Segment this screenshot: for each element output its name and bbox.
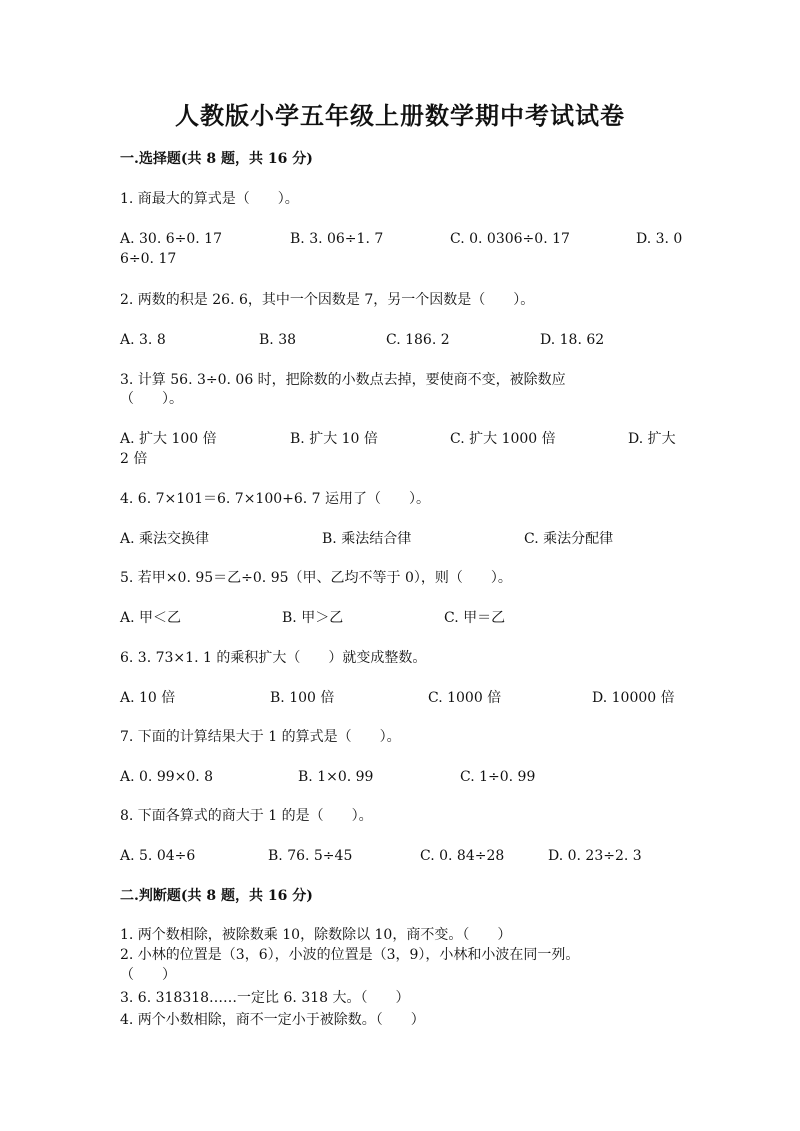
q7-option-a: A. 0. 99×0. 8 (120, 769, 214, 785)
q7-option-b: B. 1×0. 99 (298, 769, 374, 785)
q1-option-b: B. 3. 06÷1. 7 (290, 231, 384, 247)
q6-option-b: B. 100 倍 (270, 690, 335, 706)
question-5: 5. 若甲×0. 95＝乙÷0. 95（甲、乙均不等于 0），则（ ）。 (120, 570, 512, 586)
q8-option-d: D. 0. 23÷2. 3 (548, 848, 642, 864)
q3-option-d-cont: 2 倍 (120, 451, 148, 467)
q5-option-b: B. 甲＞乙 (282, 610, 344, 626)
section-heading-choice: 一.选择题(共 8 题，共 16 分) (120, 151, 313, 167)
q3-option-a: A. 扩大 100 倍 (120, 431, 217, 447)
q3-option-c: C. 扩大 1000 倍 (450, 431, 556, 447)
q4-option-a: A. 乘法交换律 (120, 531, 210, 547)
question-3-line1: 3. 计算 56. 3÷0. 06 时，把除数的小数点去掉，要使商不变，被除数应 (120, 372, 566, 388)
q4-option-c: C. 乘法分配律 (524, 531, 614, 547)
page-title: 人教版小学五年级上册数学期中考试试卷 (175, 101, 625, 130)
q5-option-c: C. 甲＝乙 (444, 610, 506, 626)
q3-option-d: D. 扩大 (628, 431, 676, 447)
question-7: 7. 下面的计算结果大于 1 的算式是（ ）。 (120, 729, 401, 745)
question-4: 4. 6. 7×101＝6. 7×100+6. 7 运用了（ ）。 (120, 491, 431, 507)
section-heading-judge: 二.判断题(共 8 题，共 16 分) (120, 888, 313, 904)
question-1: 1. 商最大的算式是（ ）。 (120, 191, 299, 207)
judge-question-2: 2. 小林的位置是（3，6），小波的位置是（3，9），小林和小波在同一列。 (120, 947, 580, 963)
q6-option-a: A. 10 倍 (120, 690, 176, 706)
question-6: 6. 3. 73×1. 1 的乘积扩大（ ）就变成整数。 (120, 650, 427, 666)
question-2: 2. 两数的积是 26. 6，其中一个因数是 7，另一个因数是（ ）。 (120, 292, 535, 308)
q8-option-a: A. 5. 04÷6 (120, 848, 196, 864)
q2-option-b: B. 38 (259, 332, 297, 348)
q2-option-c: C. 186. 2 (386, 332, 450, 348)
q7-option-c: C. 1÷0. 99 (460, 769, 536, 785)
q2-option-d: D. 18. 62 (540, 332, 605, 348)
q1-option-c: C. 0. 0306÷0. 17 (450, 231, 570, 247)
q8-option-c: C. 0. 84÷28 (420, 848, 505, 864)
q2-option-a: A. 3. 8 (120, 332, 166, 348)
q1-option-d-cont: 6÷0. 17 (120, 251, 177, 267)
q5-option-a: A. 甲＜乙 (120, 610, 182, 626)
judge-question-3: 3. 6. 318318……一定比 6. 318 大。（ ） (120, 990, 410, 1006)
judge-question-1: 1. 两个数相除，被除数乘 10，除数除以 10，商不变。（ ） (120, 927, 512, 943)
question-3-line2: （ ）。 (120, 391, 183, 407)
question-8: 8. 下面各算式的商大于 1 的是（ ）。 (120, 808, 373, 824)
q6-option-c: C. 1000 倍 (428, 690, 502, 706)
q1-option-a: A. 30. 6÷0. 17 (120, 231, 222, 247)
judge-question-2-cont: （ ） (120, 967, 176, 983)
q4-option-b: B. 乘法结合律 (322, 531, 412, 547)
q1-option-d: D. 3. 0 (636, 231, 683, 247)
judge-question-4: 4. 两个小数相除，商不一定小于被除数。（ ） (120, 1012, 425, 1028)
q8-option-b: B. 76. 5÷45 (268, 848, 353, 864)
q6-option-d: D. 10000 倍 (592, 690, 675, 706)
q3-option-b: B. 扩大 10 倍 (290, 431, 378, 447)
